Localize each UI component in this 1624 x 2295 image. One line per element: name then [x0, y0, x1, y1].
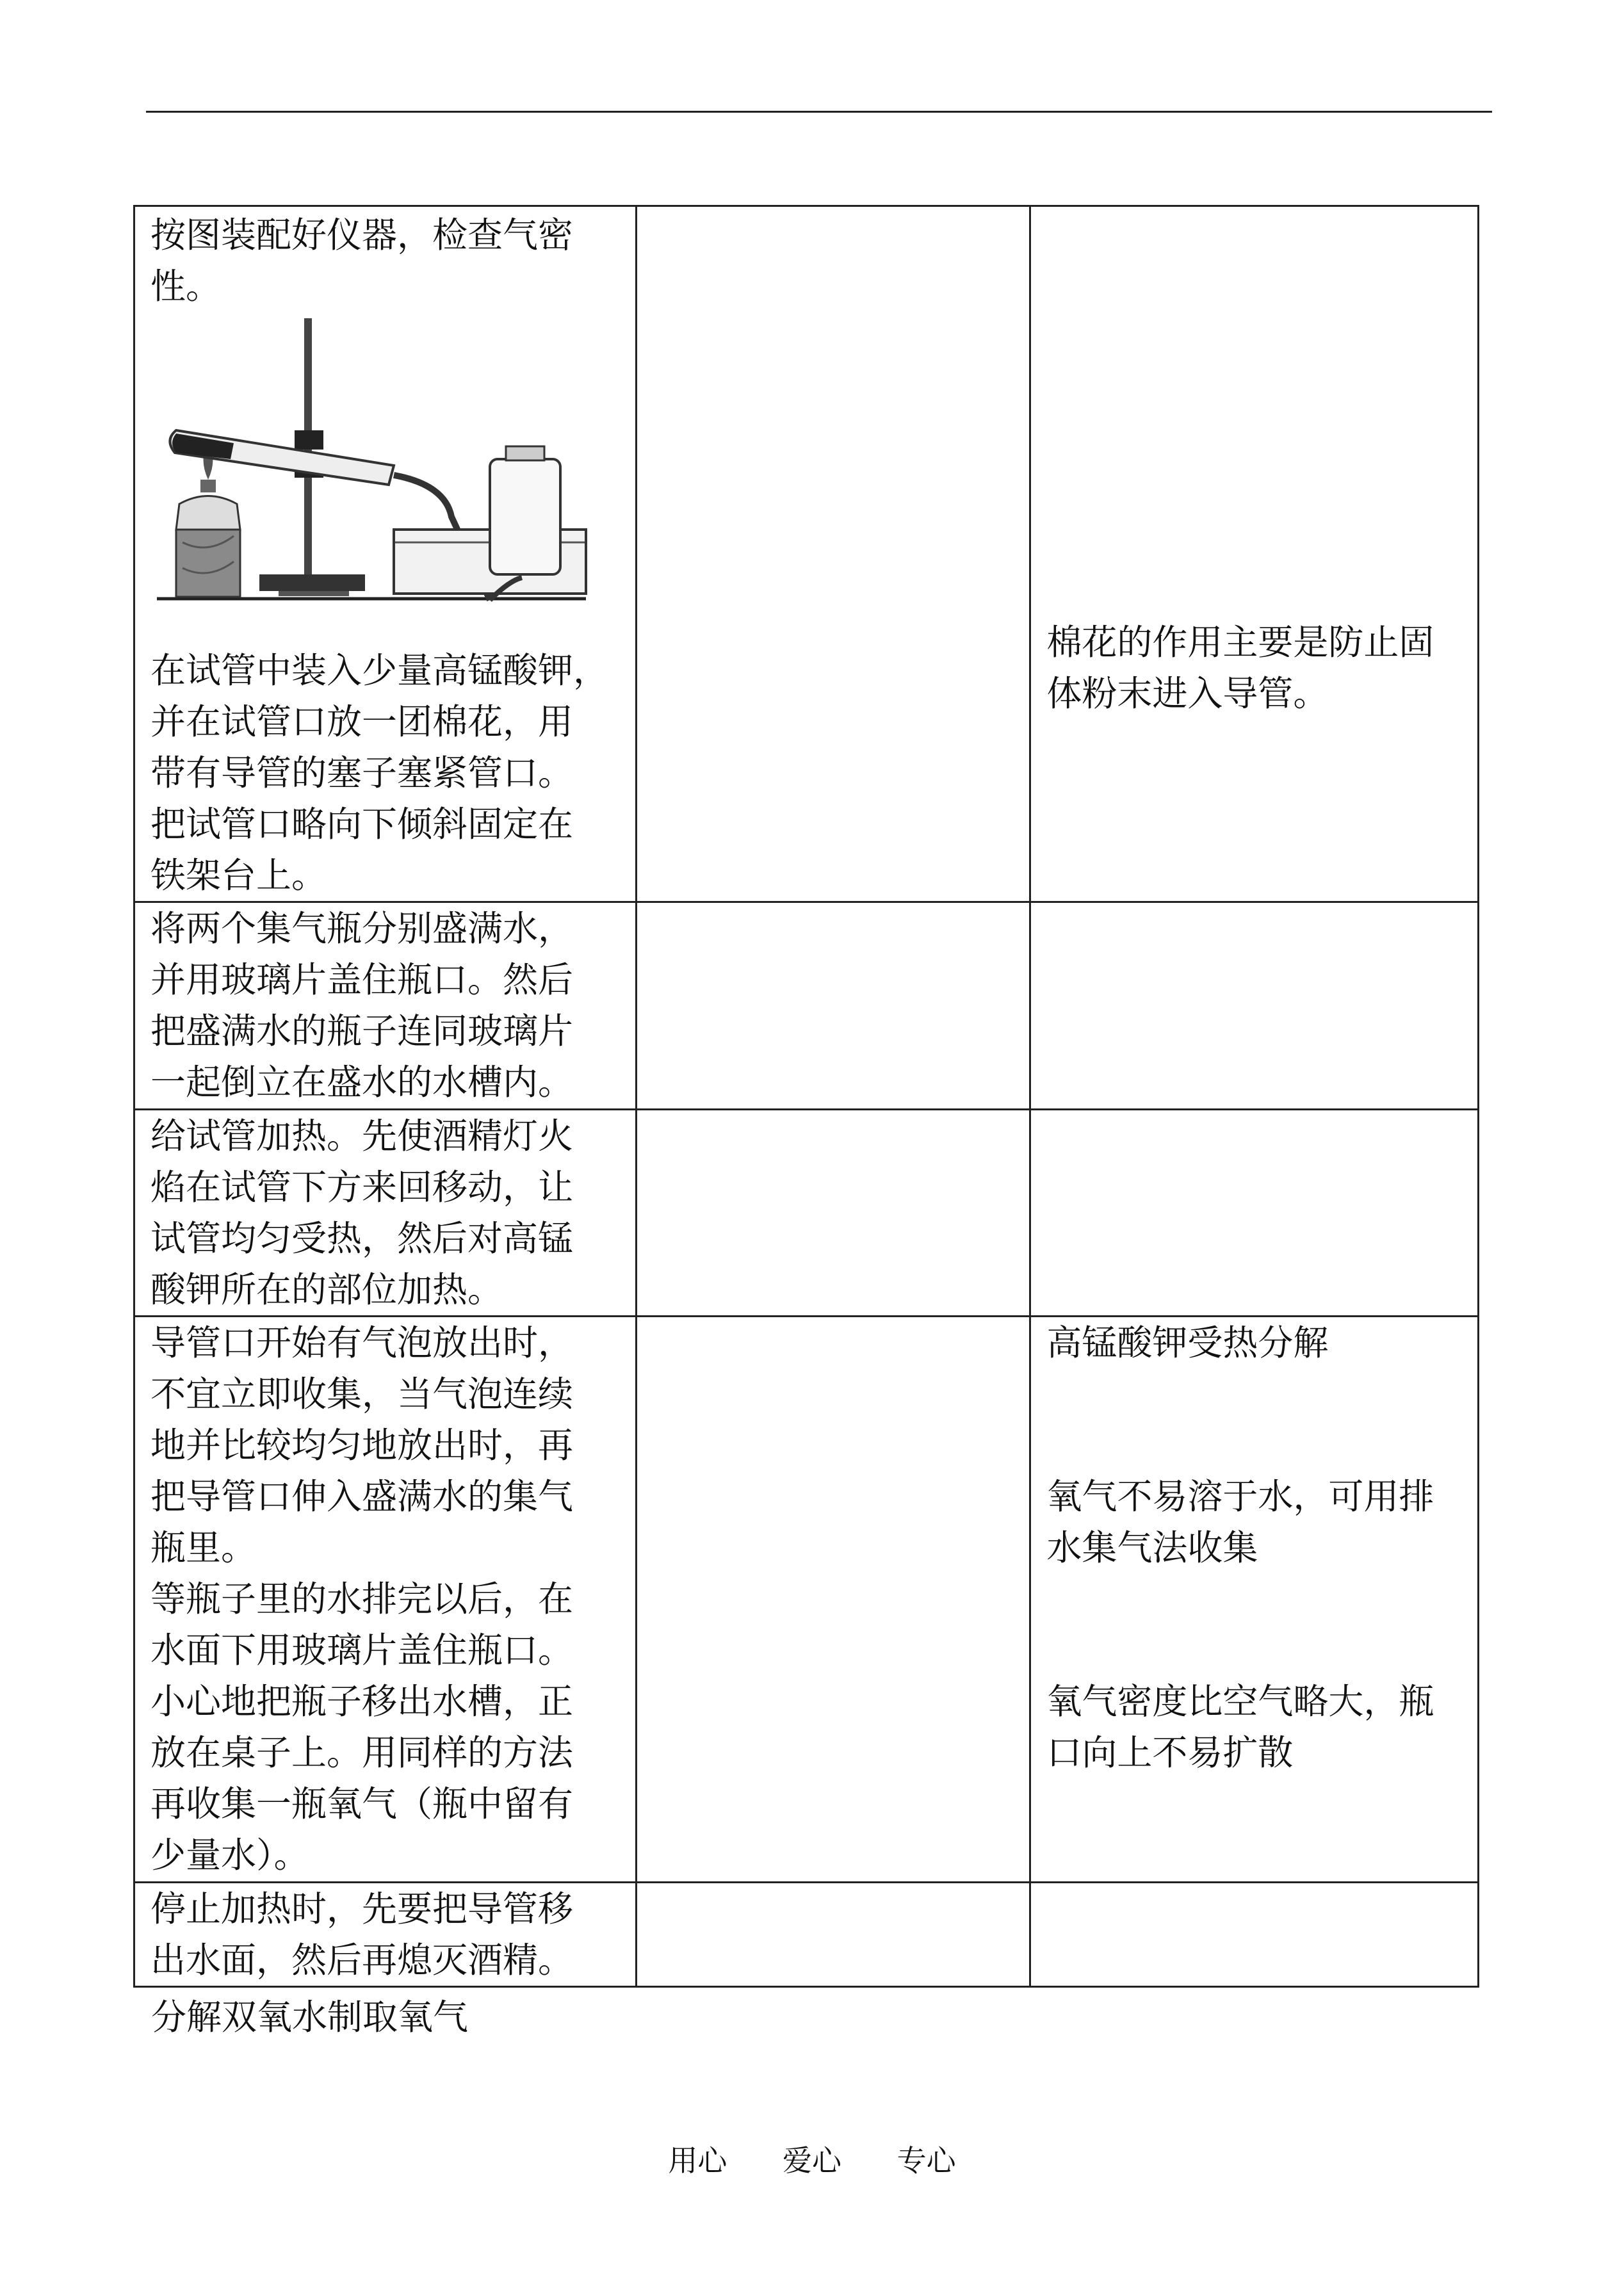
- table-cell-step: [134, 206, 637, 902]
- table-cell-step: [134, 902, 637, 1110]
- explanation-text: 氧气不易溶于水，可用排 水集气法收集: [1046, 1476, 1434, 1568]
- footer-part: 专心: [897, 2143, 956, 2178]
- section-title: 分解双氧水制取氧气: [151, 1997, 469, 2038]
- footer-part: 用心: [668, 2143, 727, 2178]
- table-row: [134, 206, 1479, 902]
- procedure-table: [133, 205, 1479, 1988]
- table-cell-phenomenon: [636, 1110, 1030, 1317]
- table-row: [134, 1317, 1479, 1883]
- step-text: 给试管加热。先使酒精灯火 焰在试管下方来回移动，让 试管均匀受热，然后对高锰 酸钾所在的部位加热。: [150, 1115, 574, 1310]
- step-text: 导管口开始有气泡放出时， 不宜立即收集，当气泡连续 地并比较均匀地放出时，再 把导管口伸入盛满水的集气 瓶里。 等瓶子里的水排完以后，在 水面下用玻璃片盖住瓶口。 小心地把瓶子移出水槽，正 放在桌子上。用同样的方法 再收集一瓶氧气（瓶中留有 少量水）。: [150, 1322, 574, 1876]
- table-cell-phenomenon: [636, 206, 1030, 902]
- step-text: 将两个集气瓶分别盛满水， 并用玻璃片盖住瓶口。然后 把盛满水的瓶子连同玻璃片 一起倒立在盛水的水槽内。: [150, 908, 574, 1103]
- table-cell-step: [134, 1883, 637, 1987]
- table-row: [134, 902, 1479, 1110]
- table-row: [134, 1883, 1479, 1987]
- table-cell-explanation: [1030, 206, 1479, 902]
- table-cell-phenomenon: [636, 902, 1030, 1110]
- table-cell-phenomenon: [636, 1883, 1030, 1987]
- table-cell-phenomenon: [636, 1317, 1030, 1883]
- table-cell-explanation: [1030, 1110, 1479, 1317]
- table-cell-explanation: [1030, 902, 1479, 1110]
- footer-part: 爱心: [783, 2143, 841, 2178]
- oxygen-apparatus-icon: [150, 312, 599, 619]
- explanation-text: 氧气密度比空气略大，瓶 口向上不易扩散: [1046, 1681, 1434, 1773]
- table-row: [134, 1110, 1479, 1317]
- explanation-text: 棉花的作用主要是防止固 体粉末进入导管。: [1046, 622, 1434, 714]
- explanation-text: 高锰酸钾受热分解: [1046, 1322, 1329, 1363]
- table-cell-explanation: [1030, 1883, 1479, 1987]
- table-cell-explanation: [1030, 1317, 1479, 1883]
- table-cell-step: [134, 1110, 637, 1317]
- step-text: 按图装配好仪器，检查气密 性。: [150, 215, 574, 307]
- step-text: 在试管中装入少量高锰酸钾， 并在试管口放一团棉花，用 带有导管的塞子塞紧管口。 把试管口略向下倾斜固定在 铁架台上。: [150, 650, 609, 896]
- header-rule: [146, 111, 1492, 113]
- page-footer: [0, 2137, 1624, 2180]
- step-text: 停止加热时，先要把导管移 出水面，然后再熄灭酒精。: [150, 1888, 574, 1981]
- table-cell-step: [134, 1317, 637, 1883]
